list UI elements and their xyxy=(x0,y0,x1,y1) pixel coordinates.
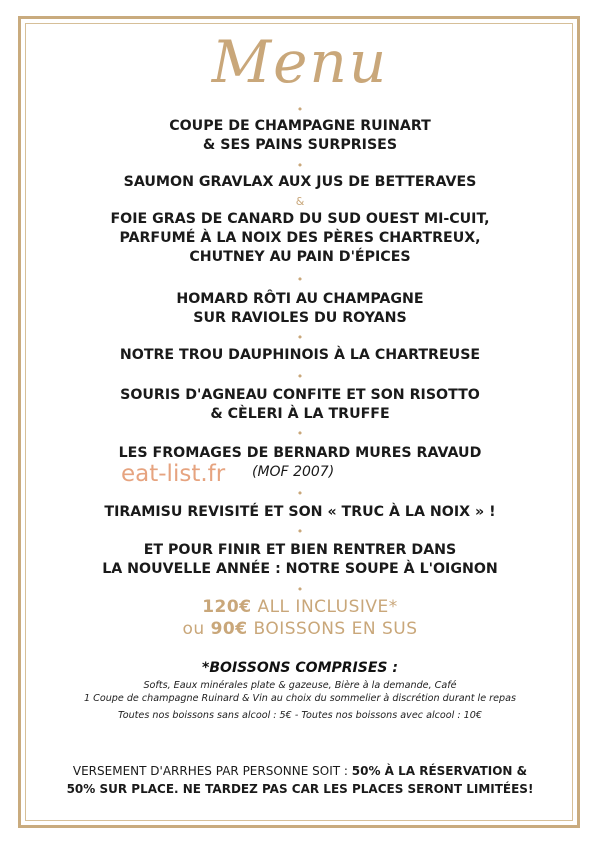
dish-line: SAUMON GRAVLAX AUX JUS DE BETTERAVES xyxy=(123,174,477,190)
deposit-emphasis: 50% À LA RÉSERVATION & xyxy=(351,764,528,778)
separator-dot: • xyxy=(296,487,304,500)
dish-souris-agneau xyxy=(40,386,560,424)
dish-foie-gras xyxy=(40,210,560,267)
dish-fromages xyxy=(40,444,560,463)
dish-line: SOURIS D'AGNEAU CONFITE ET SON RISOTTO xyxy=(120,387,480,403)
separator-dot: • xyxy=(296,331,304,344)
price-all-inclusive xyxy=(0,597,600,617)
dish-line: COUPE DE CHAMPAGNE RUINART xyxy=(169,118,431,134)
watermark-text: eat-list.fr xyxy=(121,461,226,487)
dish-line: & SES PAINS SURPRISES xyxy=(202,137,398,153)
dish-line: LA NOUVELLE ANNÉE : NOTRE SOUPE À L'OIGNON xyxy=(102,561,498,577)
dish-tiramisu xyxy=(40,503,560,522)
price-drinks-extra xyxy=(0,619,600,639)
separator-dot: • xyxy=(296,103,304,116)
dish-champagne xyxy=(40,117,560,155)
dish-line: LES FROMAGES DE BERNARD MURES RAVAUD xyxy=(118,445,482,461)
price-label: BOISSONS EN SUS xyxy=(253,619,418,639)
separator-dot: • xyxy=(296,427,304,440)
price-label: ALL INCLUSIVE* xyxy=(257,597,398,617)
dish-line: PARFUMÉ À LA NOIX DES PÈRES CHARTREUX, xyxy=(119,230,481,246)
separator-dot: • xyxy=(296,159,304,172)
drinks-title: *BOISSONS COMPRISES : xyxy=(202,660,398,676)
deposit-text: VERSEMENT D'ARRHES PAR PERSONNE SOIT : xyxy=(72,764,352,778)
dish-line: HOMARD RÔTI AU CHAMPAGNE xyxy=(176,291,424,307)
dish-saumon xyxy=(40,173,560,192)
deposit-line xyxy=(40,780,560,798)
dish-line: CHUTNEY AU PAIN D'ÉPICES xyxy=(189,249,411,265)
dish-line: ET POUR FINIR ET BIEN RENTRER DANS xyxy=(143,542,457,558)
price-value: 120€ xyxy=(202,597,252,617)
dish-fromages-note: (MOF 2007) xyxy=(252,464,335,480)
separator-dot: • xyxy=(296,583,304,596)
separator-dot: • xyxy=(296,370,304,383)
dish-homard xyxy=(40,290,560,328)
dish-line: NOTRE TROU DAUPHINOIS À LA CHARTREUSE xyxy=(119,347,481,363)
dish-line: TIRAMISU REVISITÉ ET SON « TRUC À LA NOIX » ! xyxy=(104,504,496,520)
drinks-line: Softs, Eaux minérales plate & gazeuse, Bière à la demande, Café xyxy=(143,680,457,691)
deposit-notice xyxy=(40,762,560,798)
separator-amp: & xyxy=(295,195,305,208)
dish-soupe-oignon xyxy=(40,541,560,579)
deposit-emphasis: 50% SUR PLACE. NE TARDEZ PAS CAR LES PLACES SERONT LIMITÉES! xyxy=(66,782,534,796)
price-value: 90€ xyxy=(210,619,248,639)
menu-title: Menu xyxy=(211,28,389,96)
dish-line: FOIE GRAS DE CANARD DU SUD OUEST MI-CUIT, xyxy=(110,211,490,227)
price-prefix: ou xyxy=(182,619,205,639)
dish-trou-dauphinois xyxy=(40,346,560,365)
separator-dot: • xyxy=(296,525,304,538)
drinks-line: 1 Coupe de champagne Ruinard & Vin au choix du sommelier à discrétion durant le repas xyxy=(84,693,516,704)
dish-line: & CÈLERI À LA TRUFFE xyxy=(210,406,390,422)
dish-line: SUR RAVIOLES DU ROYANS xyxy=(193,310,407,326)
drinks-line: Toutes nos boissons sans alcool : 5€ - Toutes nos boissons avec alcool : 10€ xyxy=(118,710,482,721)
deposit-line xyxy=(40,762,560,780)
separator-dot: • xyxy=(296,273,304,286)
